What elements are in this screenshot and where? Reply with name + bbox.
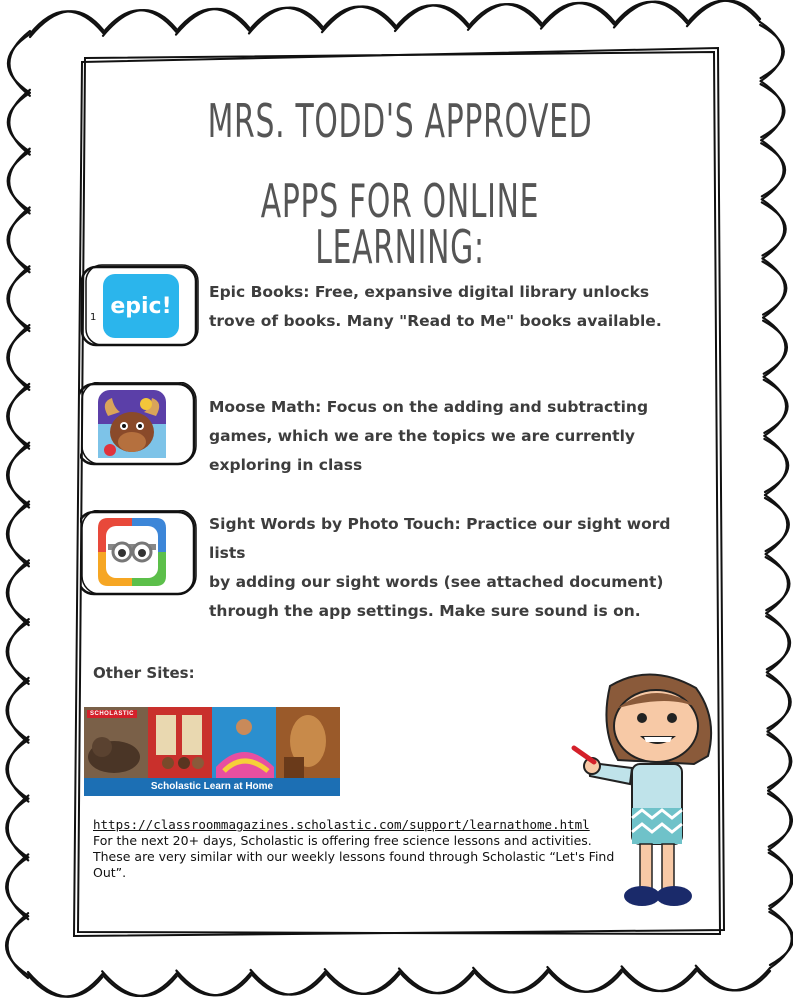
moose-math-app-card[interactable] [80,382,192,462]
scallop-arc [763,262,787,315]
photo-touch-line-1: Sight Words by Photo Touch: Practice our sight word lists [209,515,671,562]
banner-caption: Scholastic Learn at Home [84,778,340,796]
epic-icon [80,264,200,350]
scallop-arc [468,4,541,27]
svg-text:1: 1 [90,312,97,323]
svg-text:epic!: epic! [110,294,172,319]
scallop-arc [761,84,785,137]
scallop-arc [614,2,687,28]
scallop-arc [103,10,176,33]
scallop-arc [395,5,468,28]
photo-touch-line-3: through the app settings. Make sure sound is on. [209,602,641,620]
epic-line-1: Epic Books: Free, expansive digital library unlocks [209,283,650,301]
scallop-arc [8,913,29,978]
scallop-arc [8,854,29,919]
scallop-arc [760,25,784,78]
scallop-arc [30,11,103,34]
scallop-arc [8,678,29,743]
scallop-arc [763,321,787,374]
scallop-arc [28,974,102,996]
scallop-arc [468,4,541,30]
scallop-arc [176,9,249,35]
photo-touch-icon [80,510,200,600]
photo-touch-line-2: by adding our sight words (see attached document) [209,573,664,591]
scallop-arc [769,853,793,906]
scallop-arc [764,439,788,492]
moose-line-1: Moose Math: Focus on the adding and subtracting [209,398,649,416]
scallop-arc [541,3,614,26]
epic-app-card[interactable] [80,264,192,344]
scallop-arc [322,6,395,32]
scallop-arc [176,9,249,32]
scallop-arc [473,970,547,992]
scholastic-banner[interactable] [84,707,340,796]
scallop-arc [614,2,687,25]
photo-touch-description [209,510,709,626]
photo-touch-app-card[interactable] [80,510,192,590]
moose-line-3: exploring in class [209,456,363,474]
scallop-arc [9,266,30,331]
scallop-arc [9,90,30,155]
scallop-arc [8,619,29,684]
scallop-arc [696,968,770,990]
scallop-arc [395,5,468,31]
scallop-arc [768,735,792,788]
scallop-arc [9,31,30,96]
other-sites-heading: Other Sites: [93,664,195,682]
scallop-arc [103,10,176,36]
scallop-arc [8,796,29,861]
scallop-arc [766,616,790,669]
page-title-line-1: MRS. TODD'S APPROVED [207,94,593,148]
scallop-arc [325,972,399,994]
scallop-arc [766,557,790,610]
scallop-arc [769,912,793,965]
scallop-arc [249,8,322,31]
scallop-arc [768,794,792,847]
scallop-arc [9,325,30,390]
scallop-arc [9,443,30,508]
scallop-arc [322,7,395,30]
scallop-arc [9,207,30,272]
scallop-arc [765,498,789,551]
scallop-arc [249,8,322,34]
scallop-arc [399,971,473,993]
scallop-arc [8,560,29,625]
scallop-arc [687,0,760,26]
scholastic-description: For the next 20+ days, Scholastic is offering free science lessons and activities. These are very similar with our weekly lessons found through Scholastic “Let's Find Out”. [93,833,615,880]
moose-line-2: games, which we are the topics we are currently [209,427,636,445]
learn-at-home-link[interactable]: https://classroommagazines.scholastic.com/support/learnathome.html [93,817,590,832]
scallop-arc [251,972,325,994]
moose-math-description [209,393,709,480]
scallop-arc [767,675,791,728]
scallop-arc [9,149,30,214]
scallop-arc [541,3,614,29]
scallop-arc [622,969,696,991]
page-title-line-2: APPS FOR ONLINE LEARNING: [260,174,540,274]
teacher-illustration [570,668,720,923]
scallop-arc [764,380,788,433]
scallop-arc [102,974,176,996]
scallop-arc [687,1,760,24]
scallop-arc [761,143,785,196]
epic-description [209,278,709,336]
scallop-arc [8,502,29,567]
epic-line-2: trove of books. Many "Read to Me" books available. [209,312,662,330]
scallop-arc [547,969,621,991]
scallop-arc [9,384,30,449]
moose-math-icon [80,382,200,468]
scallop-arc [176,973,250,995]
scallop-arc [30,11,103,37]
scholastic-logo: SCHOLASTIC [87,710,137,718]
scallop-arc [8,737,29,802]
scallop-arc [762,202,786,255]
